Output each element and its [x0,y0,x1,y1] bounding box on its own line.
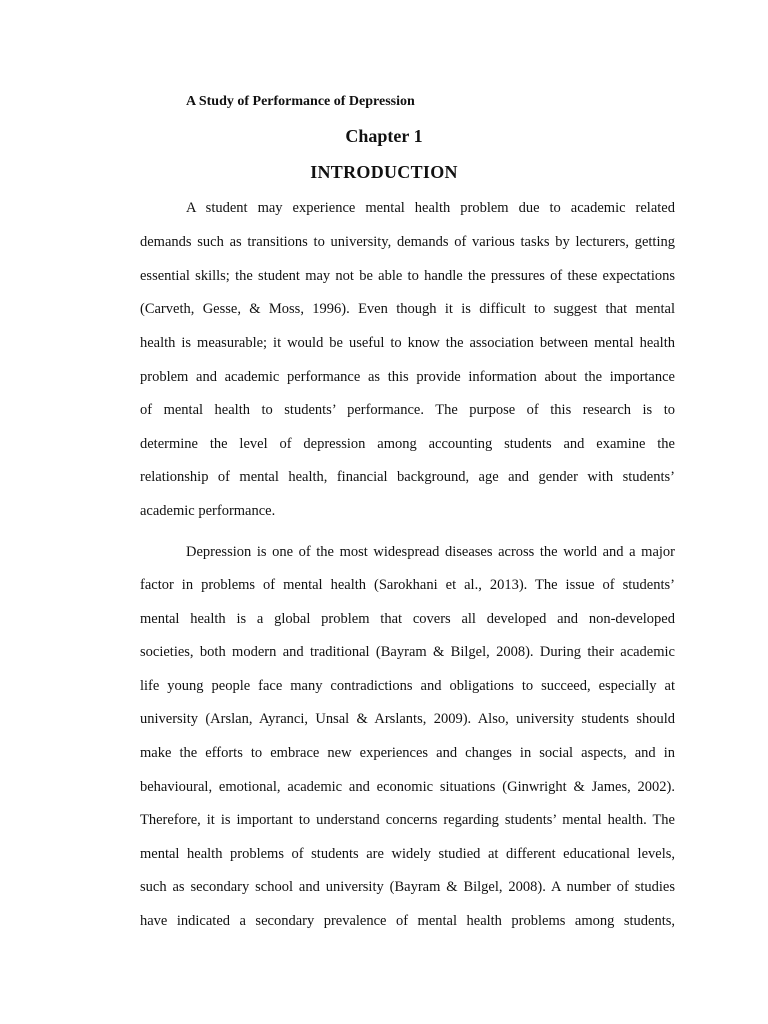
paragraph-2-line: factor in problems of mental health (Sarokhani et al., 2013). The issue of students’ [140,577,675,593]
paragraph-1-line: health is measurable; it would be useful to know the association between mental health [140,335,675,351]
paragraph-2-line: make the efforts to embrace new experiences and changes in social aspects, and in [140,745,675,761]
paragraph-2-line: life young people face many contradictions and obligations to succeed, especially at [140,678,675,694]
paragraph-1-line: A student may experience mental health problem due to academic related [186,200,675,216]
paragraph-2-line: mental health problems of students are widely studied at different educational levels, [140,846,675,862]
paragraph-1-line: of mental health to students’ performance. The purpose of this research is to [140,402,675,418]
paragraph-2-line: behavioural, emotional, academic and economic situations (Ginwright & James, 2002). [140,779,675,795]
section-heading: INTRODUCTION [310,162,458,182]
paragraph-2-line: university (Arslan, Ayranci, Unsal & Arslants, 2009). Also, university students should [140,711,675,727]
paragraph-2-line: Therefore, it is important to understand concerns regarding students’ mental health. The [140,812,675,828]
paragraph-2-line: Depression is one of the most widespread diseases across the world and a major [186,544,675,560]
paragraph-1-line: essential skills; the student may not be able to handle the pressures of these expectations [140,268,675,284]
running-title: A Study of Performance of Depression [186,94,415,109]
paragraph-1-line: problem and academic performance as this provide information about the importance [140,369,675,385]
paragraph-1-line: academic performance. [140,503,276,519]
paragraph-1-line: determine the level of depression among accounting students and examine the [140,436,675,452]
paragraph-1-line: relationship of mental health, financial background, age and gender with students’ [140,469,675,485]
paragraph-2-line: such as secondary school and university (Bayram & Bilgel, 2008). A number of studies [140,879,675,895]
chapter-heading: Chapter 1 [345,126,423,146]
paragraph-2-line: societies, both modern and traditional (Bayram & Bilgel, 2008). During their academic [140,644,675,660]
paragraph-1-line: (Carveth, Gesse, & Moss, 1996). Even though it is difficult to suggest that mental [140,301,675,317]
paragraph-2-line: have indicated a secondary prevalence of mental health problems among students, [140,913,675,929]
paragraph-2-line: mental health is a global problem that covers all developed and non-developed [140,611,675,627]
paragraph-1-line: demands such as transitions to university, demands of various tasks by lecturers, getting [140,234,675,250]
